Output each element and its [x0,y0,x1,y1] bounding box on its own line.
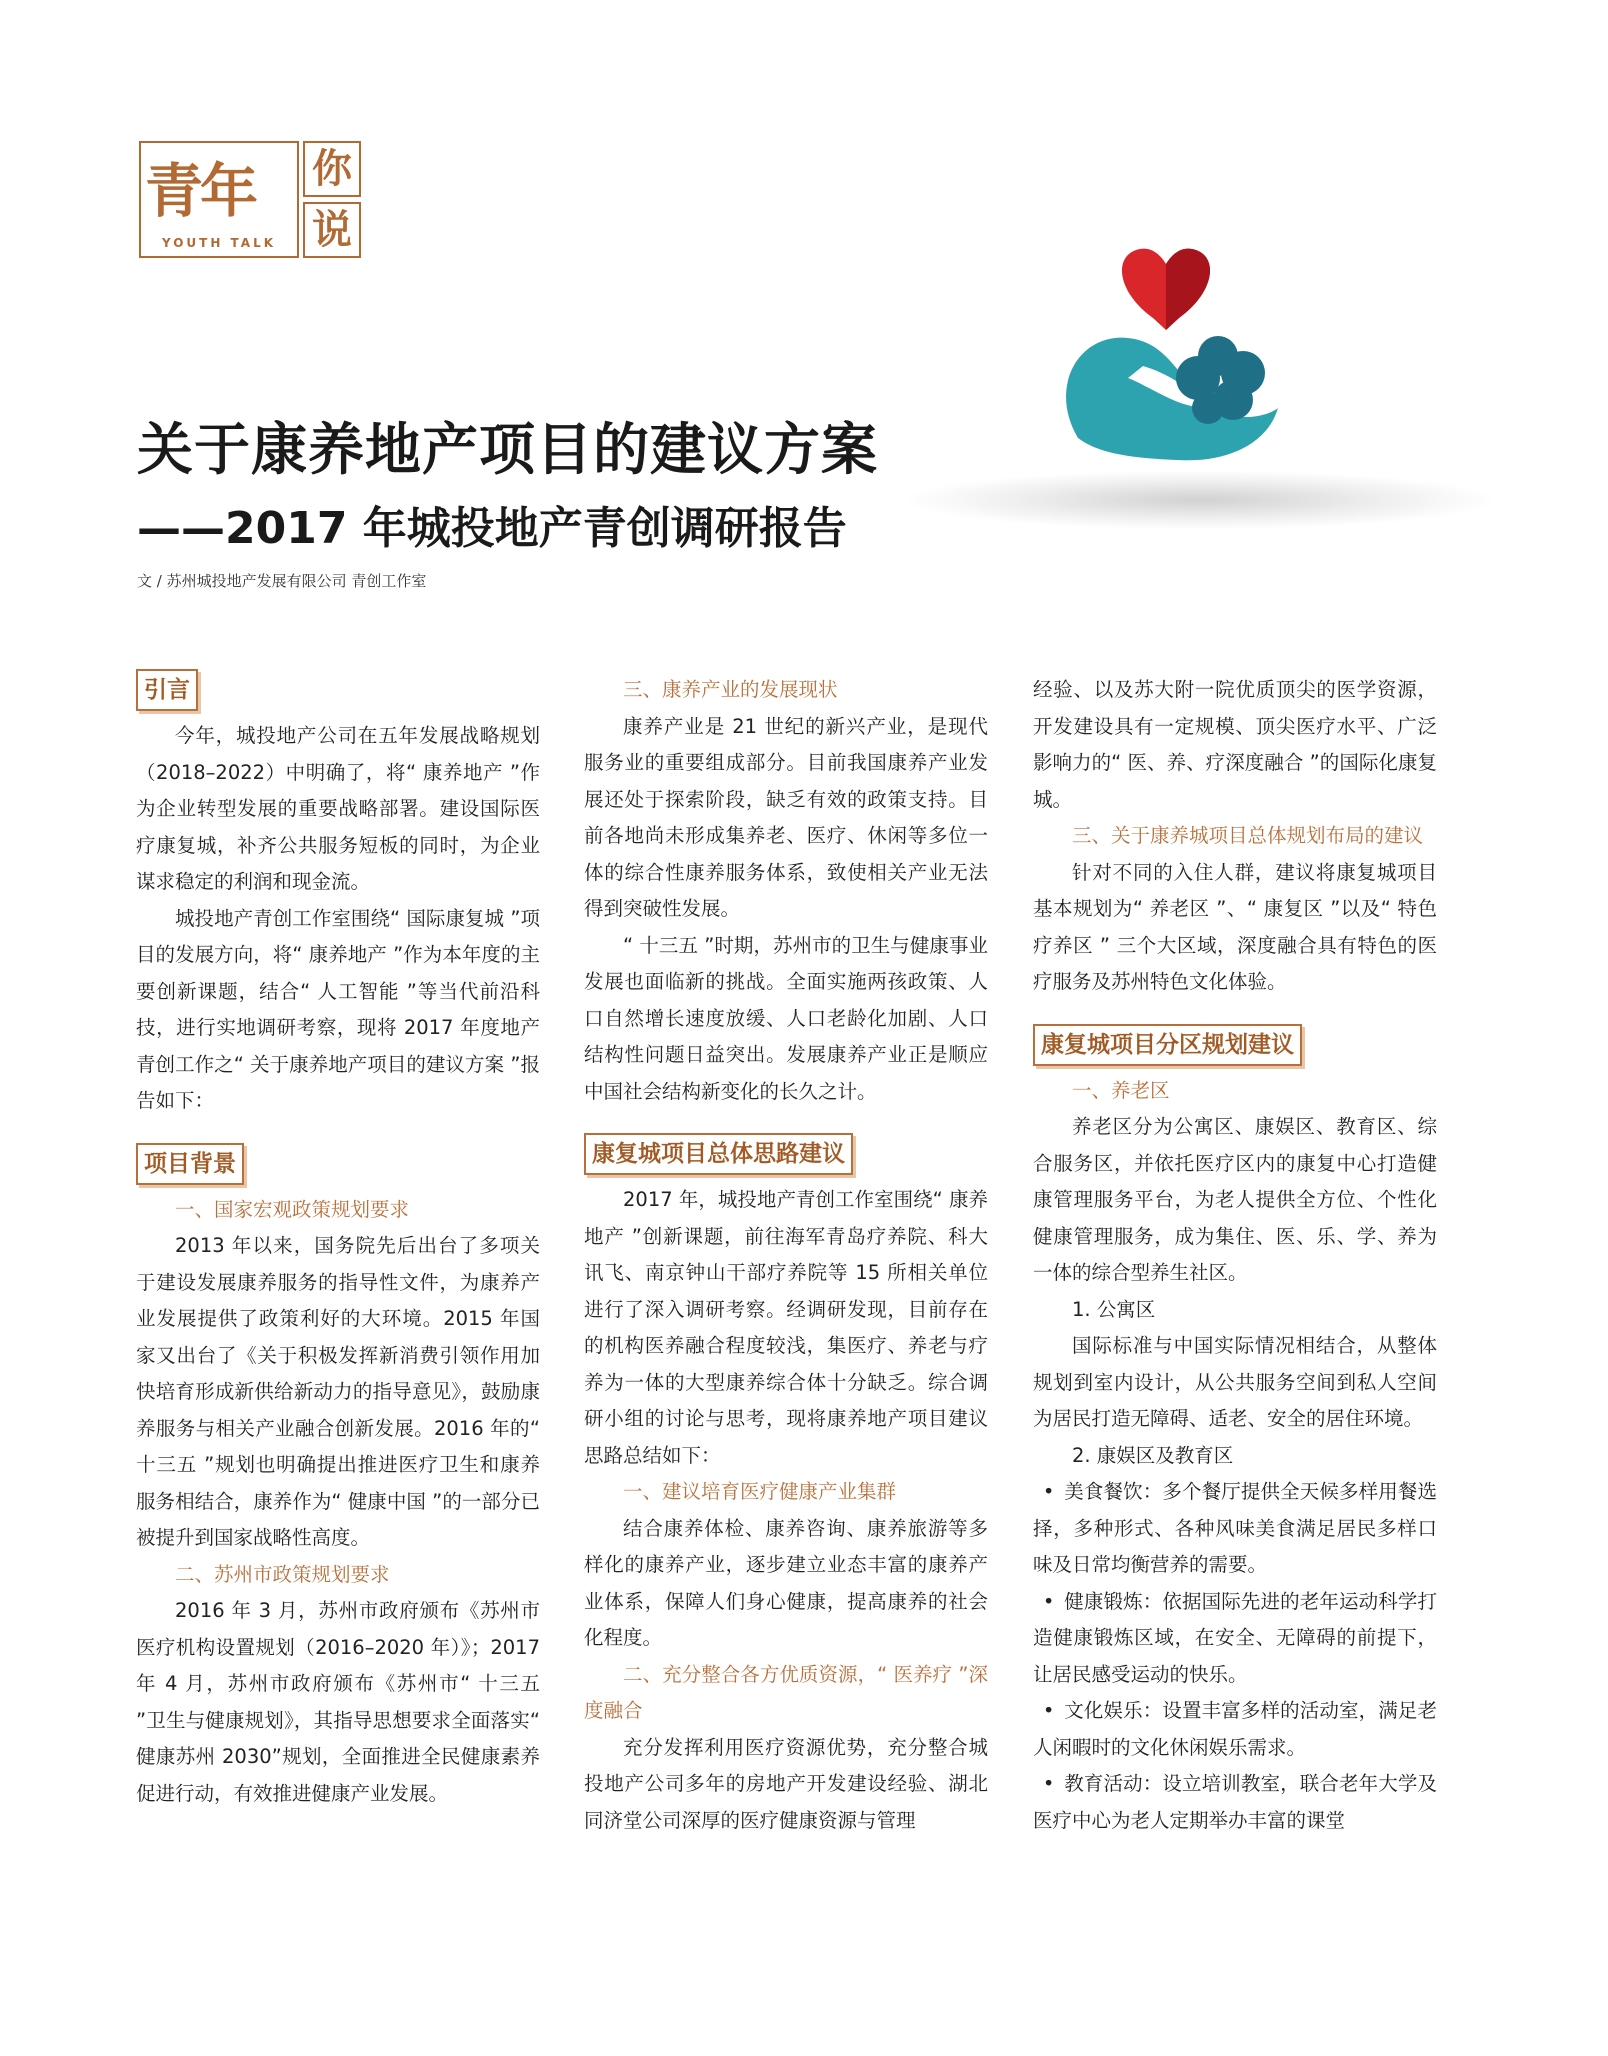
bullet-item: • 文化娱乐：设置丰富多样的活动室，满足老人闲暇时的文化休闲娱乐需求。 [1033,1693,1437,1766]
bullet-item: • 教育活动：设立培训教室，联合老年大学及医疗中心为老人定期举办丰富的课堂 [1033,1766,1437,1839]
logo-main-text: 青年 [145,157,256,225]
column-2 [584,672,988,1839]
section-heading-overall-approach: 康复城项目总体思路建议 [584,1133,853,1175]
article-subtitle: ——2017 年城投地产青创调研报告 [137,503,847,554]
subheading-apartment: 1. 公寓区 [1072,1297,1156,1321]
paragraph: 经验、以及苏大附一院优质顶尖的医学资源，开发建设具有一定规模、顶尖医疗水平、广泛影响力的“ 医、养、疗深度融合 ”的国际化康复城。 [1033,678,1437,811]
subheading: 二、苏州市政策规划要求 [175,1562,390,1586]
youth-talk-logo [139,141,363,258]
subheading: 一、建议培育医疗健康产业集群 [623,1480,897,1503]
subheading: 三、关于康养城项目总体规划布局的建议 [1072,824,1424,847]
bullet-icon: • [1042,1772,1055,1795]
paragraph: 2013 年以来，国务院先后出台了多项关于建设发展康养服务的指导性文件，为康养产业发展提供了政策利好的大环境。2015 年国家又出台了《关于积极发挥新消费引领作用加快培育形成新供给新动力的指导意见》，鼓励康养服务与相关产业融合创新发展。2016 年的“ 十三五 ”规划也明确提出推进医疗卫生和康养服务相结合，康养作为“ 健康中国 ”的一部分已被提升到国家战略性高度。 [136,1234,540,1549]
column-3 [1033,672,1437,1839]
subheading-recreation: 2. 康娱区及教育区 [1072,1443,1234,1467]
column-1 [136,662,540,1812]
illustration-shadow [900,470,1500,530]
paragraph: 2017 年，城投地产青创工作室围绕“ 康养地产 ”创新课题，前往海军青岛疗养院、科大讯飞、南京钟山干部疗养院等 15 所相关单位进行了深入调研考察。经调研发现，目前存在的机构医养融合程度较浅，集医疗、养老与疗养为一体的大型康养综合体十分缺乏。综合调研小组的讨论与思考，现将康养地产项目建议思路总结如下： [584,1188,988,1467]
bullet-icon: • [1042,1480,1055,1503]
paragraph: 结合康养体检、康养咨询、康养旅游等多样化的康养产业，逐步建立业态丰富的康养产业体系，保障人们身心健康，提高康养的社会化程度。 [584,1516,988,1649]
logo-main-box [139,141,299,258]
heart-hand-icon [1058,238,1278,478]
bullet-item: • 美食餐饮：多个餐厅提供全天候多样用餐选择，多种形式、各种风味美食满足居民多样口味及日常均衡营养的需要。 [1033,1474,1437,1584]
paragraph: 充分发挥利用医疗资源优势，充分整合城投地产公司多年的房地产开发建设经验、湖北同济堂公司深厚的医疗健康资源与管理 [584,1735,988,1832]
bullet-icon: • [1042,1699,1055,1722]
logo-char-2: 说 [303,202,361,258]
bullet-item: • 健康锻炼：依据国际先进的老年运动科学打造健康锻炼区域，在安全、无障碍的前提下，让居民感受运动的快乐。 [1033,1584,1437,1694]
paragraph: 养老区分为公寓区、康娱区、教育区、综合服务区，并依托医疗区内的康复中心打造健康管理服务平台，为老人提供全方位、个性化健康管理服务，成为集住、医、乐、学、养为一体的综合型养生社区。 [1033,1115,1437,1284]
paragraph: “ 十三五 ”时期，苏州市的卫生与健康事业发展也面临新的挑战。全面实施两孩政策、人口自然增长速度放缓、人口老龄化加剧、人口结构性问题日益突出。发展康养产业正是顺应中国社会结构新变化的长久之计。 [584,933,988,1103]
logo-english-text: YOUTH TALK [161,236,277,250]
subheading: 二、充分整合各方优质资源，“ 医养疗 ”深度融合 [584,1662,988,1722]
paragraph: 今年，城投地产公司在五年发展战略规划（2018–2022）中明确了，将“ 康养地产 ”作为企业转型发展的重要战略部署。建设国际医疗康复城，补齐公共服务短板的同时，为企业谋求稳定的利润和现金流。 [136,724,540,893]
subheading: 三、康养产业的发展现状 [623,678,838,701]
paragraph: 城投地产青创工作室围绕“ 国际康复城 ”项目的发展方向，将“ 康养地产 ”作为本年度的主要创新课题，结合“ 人工智能 ”等当代前沿科技，进行实地调研考察，现将 2017 年度地产青创工作之“ 关于康养地产项目的建议方案 ”报告如下： [136,906,540,1112]
subheading: 一、养老区 [1072,1078,1170,1102]
paragraph: 国际标准与中国实际情况相结合，从整体规划到室内设计，从公共服务空间到私人空间为居民打造无障碍、适老、安全的居住环境。 [1033,1334,1437,1430]
bullet-icon: • [1042,1589,1055,1613]
paragraph: 2016 年 3 月，苏州市政府颁布《苏州市医疗机构设置规划（2016–2020 年）》；2017 年 4 月，苏州市政府颁布《苏州市“ 十三五 ”卫生与健康规划》，其指导思想要求全面落实“ 健康苏州 2030”规划，全面推进全民健康素养促进行动，有效推进健康产业发展。 [136,1599,540,1805]
paragraph: 针对不同的入住人群，建议将康复城项目基本规划为“ 养老区 ”、“ 康复区 ”以及“ 特色疗养区 ” 三个大区域，深度融合具有特色的医疗服务及苏州特色文化体验。 [1033,860,1437,993]
logo-char-1: 你 [303,141,361,197]
section-heading-background: 项目背景 [136,1143,244,1185]
subheading: 一、国家宏观政策规划要求 [175,1197,410,1221]
article-title: 关于康养地产项目的建议方案 [137,418,878,483]
paragraph: 康养产业是 21 世纪的新兴产业，是现代服务业的重要组成部分。目前我国康养产业发展还处于探索阶段，缺乏有效的政策支持。目前各地尚未形成集养老、医疗、休闲等多位一体的综合性康养服务体系，致使相关产业无法得到突破性发展。 [584,714,988,920]
section-heading-zoning: 康复城项目分区规划建议 [1033,1024,1302,1066]
article-byline: 文 / 苏州城投地产发展有限公司 青创工作室 [137,572,427,590]
section-heading-intro: 引言 [136,669,198,711]
